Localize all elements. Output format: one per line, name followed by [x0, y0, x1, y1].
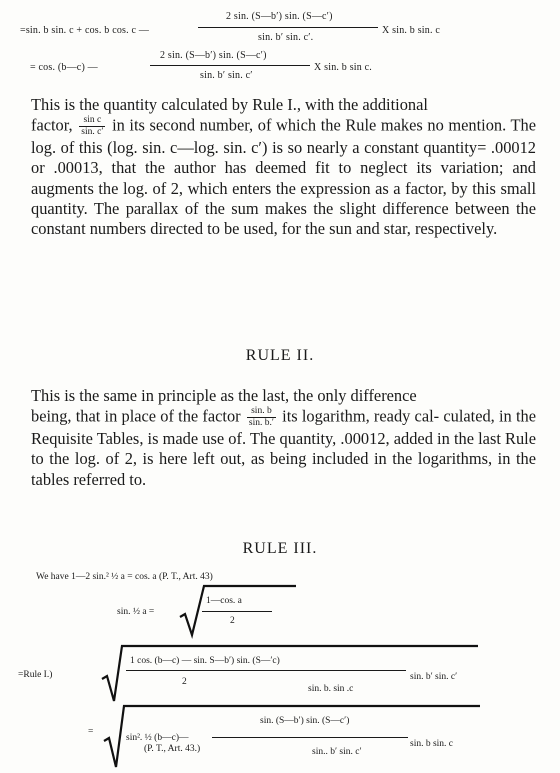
we-have-identity: We have 1—2 sin.² ½ a = cos. a (P. T., Art. 43)	[36, 572, 213, 582]
radical3-numerator: sin. (S—b′) sin. (S—c′)	[260, 716, 350, 726]
equals-sign: =	[88, 727, 94, 737]
paragraph-rule-1-explanation	[31, 95, 536, 239]
radical1-denominator: 2	[230, 616, 235, 626]
eq1-right: X sin. b sin. c	[382, 25, 440, 36]
radical2-denominator-left: 2	[182, 677, 187, 687]
paragraph1-line2-before: factor,	[31, 115, 73, 135]
radical3-reference: (P. T., Art. 43.)	[144, 744, 201, 754]
paragraph-rule-2-explanation	[31, 386, 536, 490]
eq2-fraction-bar	[150, 65, 310, 66]
paragraph2-line1: This is the same in principle as the last, the only difference	[31, 386, 417, 405]
paragraph1-line2-after: in its second number, of which the Rule makes no	[112, 115, 444, 135]
factor-fraction-b-num: sin. b	[247, 406, 276, 418]
eq2-denominator: sin. b′ sin. c′	[200, 70, 253, 81]
paragraph2-rest: culated, in the Requisite Tables, is made use of. The quantity, .00012, added in the last Rule to the log. of 2, is here left out, as being included in the logarithms, in the tables referred to.	[31, 406, 536, 489]
eq2-numerator: 2 sin. (S—b′) sin. (S—c′)	[160, 50, 267, 61]
radical3-tail: sin. b sin. c	[410, 739, 454, 749]
paragraph2-line2-after: its logarithm, ready cal-	[282, 406, 440, 426]
radical2-numerator: 1 cos. (b—c) — sin. S—b′) sin. (S—′c)	[130, 656, 280, 666]
radical2-tail: sin. b′ sin. c′	[410, 672, 458, 682]
factor-fraction-b-den: sin. b.′	[248, 418, 274, 429]
eq1-denominator: sin. b′ sin. c′.	[258, 32, 314, 43]
factor-fraction-c	[79, 115, 105, 138]
factor-fraction-c-num: sin c	[79, 115, 105, 127]
eq1-numerator: 2 sin. (S—b′) sin. (S—c′)	[226, 11, 333, 22]
eq2-right: X sin. b sin c.	[314, 62, 372, 73]
paragraph2-line2-before: being, that in place of the factor	[31, 406, 241, 426]
radical3-left: sin². ½ (b—c)—	[126, 733, 189, 743]
rule-2-heading: RULE II.	[245, 347, 315, 364]
sin-half-a-label: sin. ½ a =	[117, 607, 155, 617]
rule-3-heading: RULE III.	[242, 540, 318, 557]
radical2-denominator-right: sin. b. sin .c	[308, 684, 354, 694]
paragraph1-rest: mention. The log. of this (log. sin. c—log. sin. c′) is so nearly a constant quantity= .00012 or .00013, that the author has deemed fit to neglect its variation; and augments the log. of 2, which enters the expression as a factor, by this small quantity. The parallax of the sum makes the slight difference between the constant numbers directed to be used, for the sun and star, respectively.	[31, 115, 537, 239]
rule-1-reference: =Rule I.)	[18, 670, 53, 680]
factor-fraction-c-den: sin. c′	[81, 127, 104, 138]
radical3-denominator: sin.. b′ sin. c′	[312, 747, 362, 757]
eq2-left: = cos. (b—c) —	[30, 62, 98, 73]
radical2-fraction-bar	[126, 670, 406, 671]
radical1-numerator: 1—cos. a	[206, 596, 242, 606]
eq1-fraction-bar	[198, 27, 378, 28]
paragraph1-line1: This is the quantity calculated by Rule I., with the additional	[31, 95, 428, 114]
radical1-fraction-bar	[202, 611, 272, 612]
radical3-fraction-bar	[212, 737, 408, 738]
factor-fraction-b	[247, 406, 276, 429]
eq1-left: =sin. b sin. c + cos. b cos. c —	[20, 25, 150, 36]
